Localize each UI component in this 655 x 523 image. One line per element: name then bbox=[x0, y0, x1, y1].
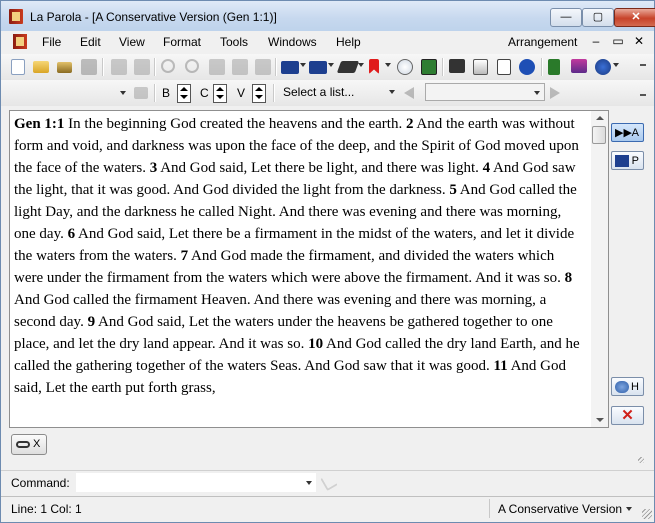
scroll-down-icon[interactable] bbox=[596, 418, 604, 422]
open-commentary-icon[interactable] bbox=[309, 61, 327, 74]
verse-number: 10 bbox=[308, 336, 324, 352]
harmony-h-button[interactable]: H bbox=[611, 377, 644, 396]
command-label: Command: bbox=[11, 476, 70, 490]
menu-file[interactable]: File bbox=[42, 35, 62, 49]
chevron-down-icon[interactable] bbox=[306, 481, 312, 485]
toolbar-overflow-icon[interactable] bbox=[640, 94, 646, 106]
paste-icon[interactable] bbox=[255, 59, 271, 75]
forward-arrow-icon[interactable] bbox=[550, 87, 560, 99]
bible-text[interactable] bbox=[14, 113, 586, 399]
verse-number: 9 bbox=[87, 314, 96, 330]
open-project-icon[interactable] bbox=[57, 62, 72, 73]
verse-number: 7 bbox=[180, 248, 189, 264]
cut-icon[interactable] bbox=[209, 59, 225, 75]
chapter-label: C bbox=[200, 86, 209, 100]
verse-text[interactable]: And God called the light Day, and the darkness he called Night. And there was evening and there was morning, one day. bbox=[14, 182, 577, 242]
open-bible-icon[interactable] bbox=[281, 61, 299, 74]
library-books-icon[interactable] bbox=[571, 59, 587, 73]
verse-text[interactable]: And God made the firmament, and divided the waters which were under the firmament from the waters which were above the firmament. And it was so. bbox=[14, 248, 561, 286]
menu-arrangement[interactable]: Arrangement bbox=[508, 35, 578, 49]
bookmark-icon[interactable] bbox=[369, 59, 379, 74]
back-arrow-icon[interactable] bbox=[404, 87, 414, 99]
fast-forward-icon: ▶▶ bbox=[615, 127, 632, 139]
navigation-toolbar bbox=[1, 80, 654, 106]
verse-text[interactable]: And the earth was without form and void, and darkness was upon the face of the deep, and the Spirit of God moved upon the face of the waters. bbox=[14, 116, 579, 176]
parallel-view-icon[interactable] bbox=[473, 59, 488, 75]
menu-format[interactable]: Format bbox=[163, 35, 202, 49]
scroll-thumb[interactable] bbox=[592, 126, 606, 144]
command-input[interactable] bbox=[76, 473, 316, 492]
globe-book-icon bbox=[615, 381, 629, 393]
pane-resize-grip[interactable] bbox=[638, 457, 644, 463]
verse-spinner[interactable] bbox=[252, 84, 266, 103]
print-icon[interactable] bbox=[134, 59, 150, 75]
toolbar-overflow-icon[interactable] bbox=[640, 64, 646, 76]
bible-text-pane[interactable] bbox=[9, 110, 609, 428]
close-pane-button[interactable]: ✕ bbox=[611, 406, 644, 425]
mdi-restore-button[interactable]: ▭ bbox=[612, 34, 624, 48]
minimize-button[interactable]: — bbox=[550, 8, 582, 27]
parallel-p-button[interactable]: P bbox=[611, 151, 644, 170]
open-folder-icon[interactable] bbox=[33, 61, 49, 73]
execute-command-icon[interactable] bbox=[320, 473, 337, 491]
mdi-close-button[interactable]: ✕ bbox=[633, 34, 645, 48]
info-icon[interactable] bbox=[519, 59, 535, 75]
redo-icon[interactable] bbox=[185, 59, 199, 73]
menu-bar bbox=[1, 31, 654, 53]
chapter-spinner[interactable] bbox=[213, 84, 227, 103]
mdi-minimize-button[interactable]: – bbox=[592, 34, 600, 48]
window-title: La Parola - [A Conservative Version (Gen 1:1)] bbox=[30, 10, 277, 24]
book-spinner[interactable] bbox=[177, 84, 191, 103]
word-study-icon[interactable] bbox=[497, 59, 511, 75]
list-select-value: Select a list... bbox=[283, 85, 355, 99]
title-bar[interactable] bbox=[1, 1, 654, 31]
menu-view[interactable]: View bbox=[119, 35, 145, 49]
list-item-select[interactable] bbox=[425, 83, 545, 101]
vertical-scrollbar[interactable] bbox=[591, 111, 608, 427]
main-toolbar bbox=[1, 54, 654, 80]
verse-reference: Gen 1:1 bbox=[14, 116, 65, 132]
verse-label: V bbox=[237, 86, 246, 100]
parallel-a-button[interactable]: ▶▶ A bbox=[611, 123, 644, 142]
menu-edit[interactable]: Edit bbox=[80, 35, 101, 49]
menu-windows[interactable]: Windows bbox=[268, 35, 317, 49]
verse-number: 4 bbox=[482, 160, 491, 176]
verse-number: 11 bbox=[493, 358, 508, 374]
new-document-icon[interactable] bbox=[11, 59, 25, 75]
cursor-position: Line: 1 Col: 1 bbox=[11, 502, 82, 516]
undo-icon[interactable] bbox=[161, 59, 175, 73]
open-books-icon[interactable] bbox=[337, 61, 359, 73]
map-icon[interactable] bbox=[421, 59, 437, 75]
print-preview-icon[interactable] bbox=[111, 59, 127, 75]
document-bible-icon[interactable] bbox=[13, 34, 27, 49]
chain-link-icon bbox=[16, 441, 30, 448]
chevron-down-icon bbox=[626, 507, 632, 511]
version-select[interactable] bbox=[489, 499, 635, 518]
verse-number: 8 bbox=[564, 270, 573, 286]
save-icon[interactable] bbox=[81, 59, 97, 75]
list-select[interactable] bbox=[279, 83, 399, 101]
search-binoculars-icon[interactable] bbox=[449, 59, 465, 73]
compass-icon[interactable] bbox=[397, 59, 413, 75]
status-bar bbox=[1, 496, 654, 521]
verse-text[interactable]: And God said, Let there be a firmament in the midst of the waters, and let it divide the waters from the waters. bbox=[14, 226, 575, 264]
verse-text[interactable]: And God said, Let the earth put forth grass, bbox=[14, 358, 566, 396]
scroll-up-icon[interactable] bbox=[596, 116, 604, 120]
copy-icon[interactable] bbox=[232, 59, 248, 75]
app-bible-icon[interactable] bbox=[9, 9, 23, 24]
unlink-button[interactable]: X bbox=[11, 434, 47, 455]
currency-icon[interactable] bbox=[548, 59, 560, 75]
verse-text[interactable]: And God said, Let there be light, and there was light. bbox=[157, 160, 479, 176]
verse-number: 6 bbox=[67, 226, 76, 242]
verse-text[interactable]: And God saw the light, that it was good. And God divided the light from the darkness. bbox=[14, 160, 576, 198]
verse-text[interactable]: And God said, Let the waters under the heavens be gathered together to one place, and let the dry land appear. And it was so. bbox=[14, 314, 553, 352]
verse-text[interactable]: And God called the dry land Earth, and he called the gathering together of the waters Seas. And God saw that it was good. bbox=[14, 336, 580, 374]
history-dropdown-icon[interactable] bbox=[120, 91, 126, 95]
window-resize-grip[interactable] bbox=[642, 509, 652, 519]
close-button[interactable]: ✕ bbox=[614, 8, 655, 27]
version-name: A Conservative Version bbox=[498, 502, 623, 516]
verse-number: 2 bbox=[405, 116, 414, 132]
globe-icon[interactable] bbox=[595, 59, 611, 75]
chevron-down-icon bbox=[534, 91, 540, 95]
command-bar bbox=[1, 470, 654, 495]
book-label: B bbox=[162, 86, 171, 100]
verse-text[interactable]: In the beginning God created the heavens and the earth. bbox=[64, 116, 403, 132]
go-pointer-icon[interactable] bbox=[134, 87, 148, 99]
verse-number: 3 bbox=[149, 160, 158, 176]
book-icon bbox=[615, 155, 629, 167]
menu-tools[interactable]: Tools bbox=[220, 35, 249, 49]
chevron-down-icon bbox=[389, 90, 395, 94]
maximize-button[interactable]: ▢ bbox=[582, 8, 614, 27]
menu-help[interactable]: Help bbox=[336, 35, 361, 49]
verse-text[interactable]: And God called the firmament Heaven. And there was evening and there was morning, a second day. bbox=[14, 292, 547, 330]
verse-number: 5 bbox=[449, 182, 457, 198]
